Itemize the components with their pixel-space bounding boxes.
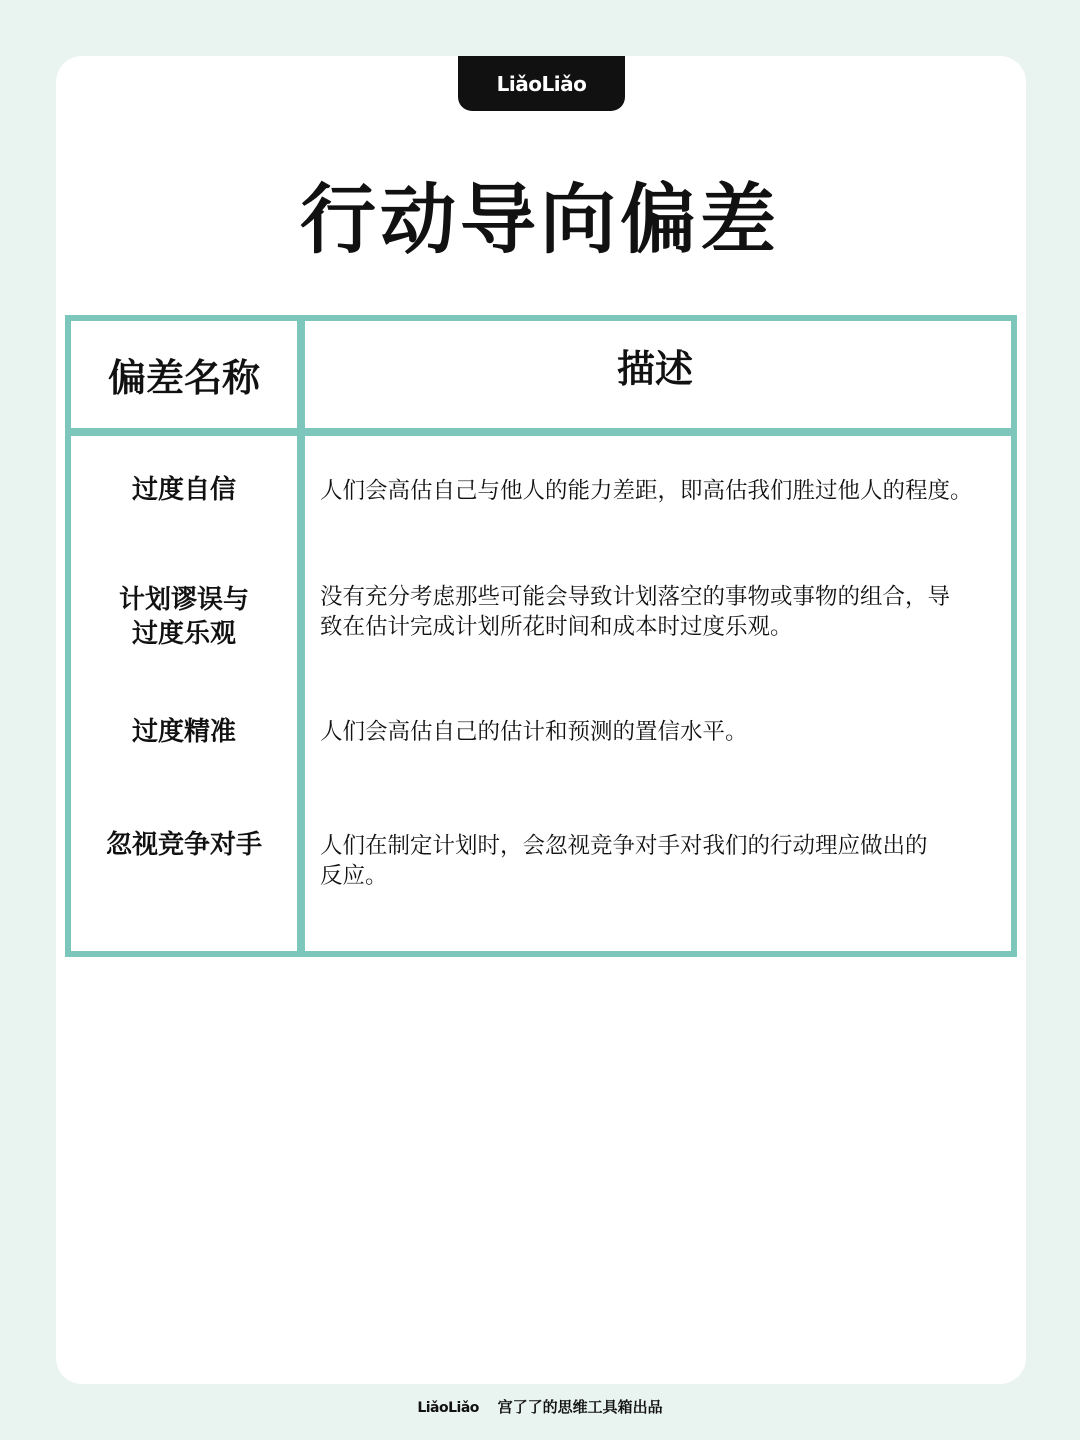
brand-logo	[458, 56, 625, 111]
header-description: 描述	[616, 346, 693, 391]
row-1-name: 过度自信	[131, 475, 236, 505]
row-1-description: 人们会高估自己与他人的能力差距，即高估我们胜过他人的程度。	[320, 478, 973, 504]
footer	[0, 1396, 1080, 1417]
header-divider	[65, 428, 1015, 436]
row-3-name: 过度精准	[131, 717, 236, 747]
column-divider	[297, 315, 305, 957]
row-4-description	[320, 831, 1010, 891]
bias-table	[65, 315, 1015, 957]
row-4-name: 忽视竞争对手	[105, 830, 262, 860]
brand-logo-text: LiǎoLiǎo	[496, 71, 587, 96]
page-title: 行动导向偏差	[300, 175, 780, 264]
row-4-description-line-1: 人们在制定计划时，会忽视竞争对手对我们的行动理应做出的	[320, 833, 928, 859]
row-3-description: 人们会高估自己的估计和预测的置信水平。	[320, 719, 748, 745]
row-2-description	[320, 582, 1010, 642]
row-2-name-line-1: 计划谬误与	[118, 585, 249, 615]
row-4-description-line-2: 反应。	[320, 863, 388, 889]
row-2-description-line-1: 没有充分考虑那些可能会导致计划落空的事物或事物的组合，导	[320, 584, 951, 610]
footer-caption: 宫了了的思维工具箱出品	[497, 1398, 663, 1416]
row-2-name-line-2: 过度乐观	[131, 619, 236, 649]
row-2-name	[71, 583, 297, 651]
row-2-description-line-2: 致在估计完成计划所花时间和成本时过度乐观。	[320, 614, 793, 640]
footer-logo: LiǎoLiǎo	[417, 1400, 479, 1416]
header-bias-name: 偏差名称	[107, 356, 260, 400]
